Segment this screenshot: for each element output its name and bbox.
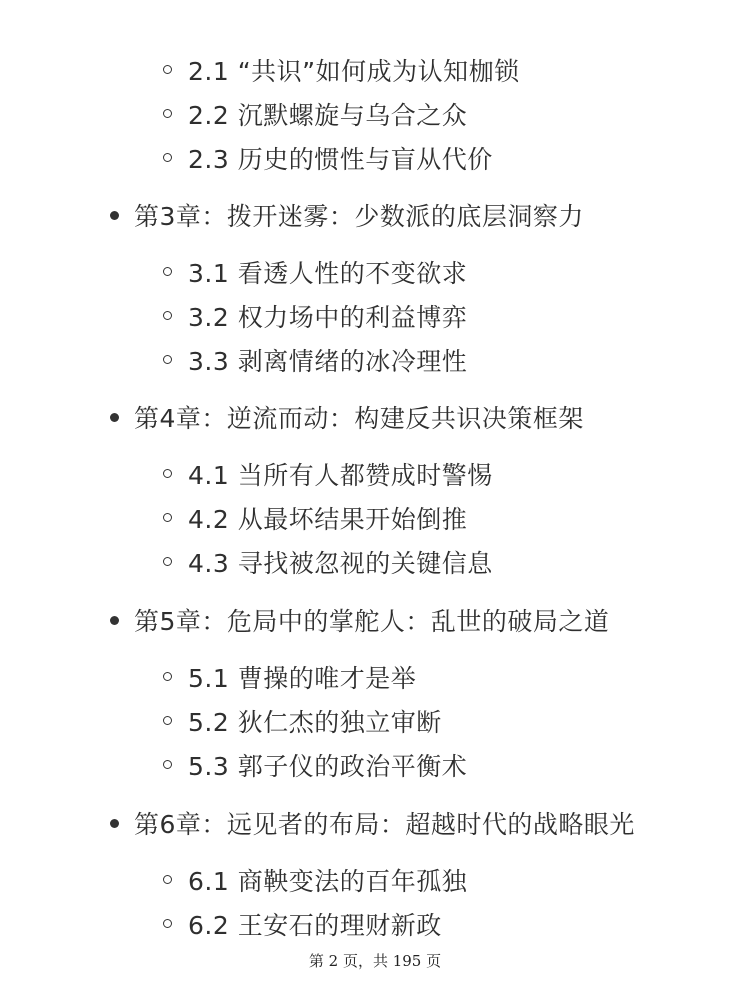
hollow-bullet-icon — [163, 153, 172, 162]
hollow-bullet-icon — [163, 672, 172, 681]
solid-bullet-icon — [110, 413, 119, 422]
toc-chapter-label: 第6章：远见者的布局：超越时代的战略眼光 — [134, 810, 635, 839]
toc-subsection-label: 3.2 权力场中的利益博弈 — [188, 303, 468, 332]
toc-subsection-label: 5.2 狄仁杰的独立审断 — [188, 708, 442, 737]
toc-subsection-label: 2.3 历史的惯性与盲从代价 — [188, 145, 493, 174]
toc-subsection[interactable] — [0, 296, 750, 336]
toc-subsection-label: 4.1 当所有人都赞成时警惕 — [188, 461, 493, 490]
toc-subsection[interactable] — [0, 657, 750, 697]
toc-subsection-label: 3.3 剥离情绪的冰冷理性 — [188, 347, 468, 376]
toc-subsection-label: 2.2 沉默螺旋与乌合之众 — [188, 101, 468, 130]
toc-chapter[interactable] — [0, 598, 750, 642]
toc-chapter[interactable] — [0, 801, 750, 845]
toc-subsection-label: 6.1 商鞅变法的百年孤独 — [188, 867, 468, 896]
solid-bullet-icon — [110, 211, 119, 220]
toc-subsection[interactable] — [0, 860, 750, 900]
toc-chapter-label: 第3章：拨开迷雾：少数派的底层洞察力 — [134, 202, 584, 231]
hollow-bullet-icon — [163, 109, 172, 118]
toc-subsection-label: 5.1 曹操的唯才是举 — [188, 664, 417, 693]
toc-subsection-label: 5.3 郭子仪的政治平衡术 — [188, 752, 468, 781]
hollow-bullet-icon — [163, 919, 172, 928]
solid-bullet-icon — [110, 819, 119, 828]
toc-subsection-label: 3.1 看透人性的不变欲求 — [188, 259, 468, 288]
hollow-bullet-icon — [163, 716, 172, 725]
hollow-bullet-icon — [163, 469, 172, 478]
toc-subsection[interactable] — [0, 542, 750, 582]
hollow-bullet-icon — [163, 557, 172, 566]
toc-chapter-label: 第5章：危局中的掌舵人：乱世的破局之道 — [134, 607, 610, 636]
toc-subsection[interactable] — [0, 904, 750, 944]
hollow-bullet-icon — [163, 355, 172, 364]
toc-subsection[interactable] — [0, 498, 750, 538]
page-footer: 第 2 页，共 195 页 — [308, 952, 442, 970]
toc-chapter[interactable] — [0, 193, 750, 237]
toc-subsection-label: 4.2 从最坏结果开始倒推 — [188, 505, 468, 534]
toc-chapter-label: 第4章：逆流而动：构建反共识决策框架 — [134, 404, 584, 433]
hollow-bullet-icon — [163, 513, 172, 522]
toc-subsection[interactable] — [0, 50, 750, 90]
toc-subsection[interactable] — [0, 340, 750, 380]
solid-bullet-icon — [110, 616, 119, 625]
toc-subsection[interactable] — [0, 252, 750, 292]
hollow-bullet-icon — [163, 65, 172, 74]
toc-subsection[interactable] — [0, 94, 750, 134]
toc-subsection-label: 2.1 “共识”如何成为认知枷锁 — [188, 57, 520, 86]
toc-subsection[interactable] — [0, 138, 750, 178]
hollow-bullet-icon — [163, 311, 172, 320]
hollow-bullet-icon — [163, 267, 172, 276]
hollow-bullet-icon — [163, 760, 172, 769]
toc-subsection[interactable] — [0, 701, 750, 741]
toc-subsection-label: 6.2 王安石的理财新政 — [188, 911, 442, 940]
toc-subsection-label: 4.3 寻找被忽视的关键信息 — [188, 549, 493, 578]
toc-subsection[interactable] — [0, 454, 750, 494]
toc-subsection[interactable] — [0, 745, 750, 785]
hollow-bullet-icon — [163, 875, 172, 884]
toc-chapter[interactable] — [0, 395, 750, 439]
